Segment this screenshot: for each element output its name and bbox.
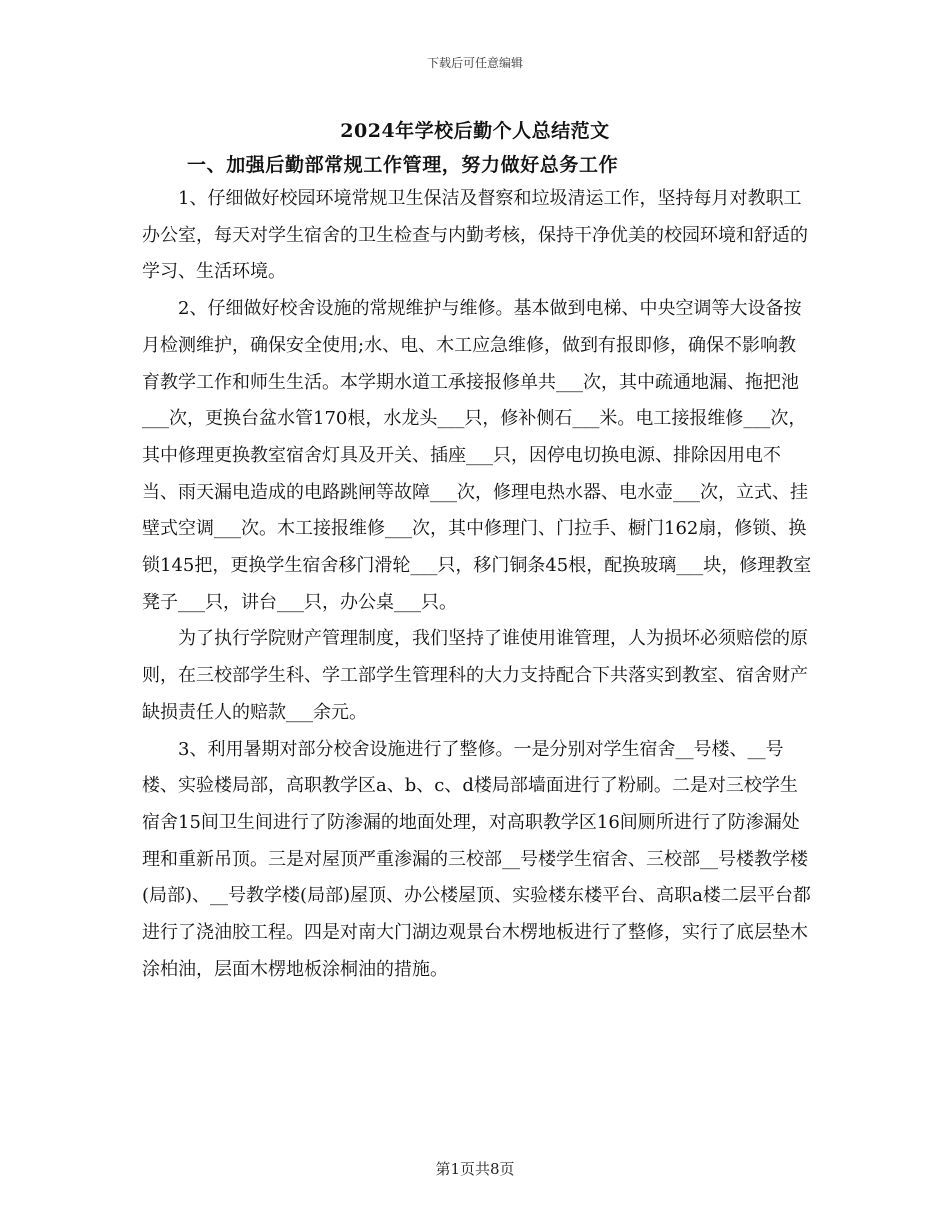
document-title: 2024年学校后勤个人总结范文 (340, 120, 610, 142)
page-header: 下载后可任意编辑 (426, 56, 523, 70)
page-footer: 第1页共8页 (435, 1160, 515, 1178)
paragraph-2: 2、仔细做好校舍设施的常规维护与维修。基本做到电梯、中央空调等大设备按月检测维护，确保安全使用;水、电、木工应急维修，做到有报即修，确保不影响教育教学工作和师生生活。本学期水道工承接报修单共___次，其中疏通地漏、拖把池___次，更换台盆水管170根，水龙头___只，修补侧石___米。电工接报维修___次，其中修理更换教室宿舍灯具及开关、插座___只，因停电切换电源、排除因用电不当、雨天漏电造成的电路跳闸等故障___次，修理电热水器、电水壶___次，立式、挂壁式空调___次。木工接报维修___次，其中修理门、门拉手、橱门162扇，修锁、换锁145把，更换学生宿舍移门滑轮___只，移门铜条45根，配换玻璃___块，修理教室凳子___只，讲台___只，办公桌___只。 (142, 298, 812, 613)
paragraph-1: 1、仔细做好校园环境常规卫生保洁及督察和垃圾清运工作，坚持每月对教职工办公室，每天对学生宿舍的卫生检查与内勤考核，保持干净优美的校园环境和舒适的学习、生活环境。 (142, 188, 808, 283)
paragraph-3: 为了执行学院财产管理制度，我们坚持了谁使用谁管理，人为损坏必须赔偿的原则，在三校部学生科、学工部学生管理科的大力支持配合下共落实到教室、宿舍财产缺损责任人的赔款___余元。 (142, 628, 808, 723)
section-heading: 一、加强后勤部常规工作管理，努力做好总务工作 (187, 154, 619, 176)
paragraph-4: 3、利用暑期对部分校舍设施进行了整修。一是分别对学生宿舍__号楼、__号楼、实验楼局部，高职教学区a、b、c、d楼局部墙面进行了粉刷。二是对三校学生宿舍15间卫生间进行了防渗漏的地面处理，对高职教学区16间厕所进行了防渗漏处理和重新吊顶。三是对屋顶严重渗漏的三校部__号楼学生宿舍、三校部__号楼教学楼(局部)、__号教学楼(局部)屋顶、办公楼屋顶、实验楼东楼平台、高职a楼二层平台都进行了浇油胶工程。四是对南大门湖边观景台木楞地板进行了整修，实行了底层垫木涂柏油，层面木楞地板涂桐油的措施。 (142, 738, 811, 980)
document-body (142, 181, 812, 988)
